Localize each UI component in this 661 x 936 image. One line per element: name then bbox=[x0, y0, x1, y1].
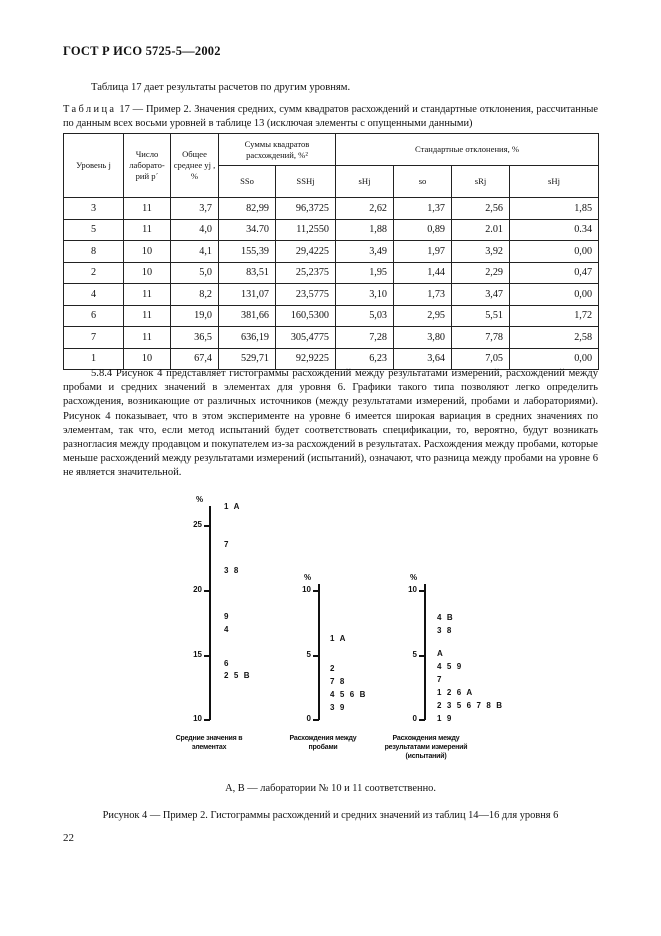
hist2-caption: Расхождения между пробами bbox=[289, 735, 357, 751]
table-cell: 3,49 bbox=[336, 241, 394, 263]
header-sums: Суммы квадратов расхождений, %² bbox=[219, 134, 336, 166]
table-cell: 10 bbox=[124, 348, 171, 370]
hist2-tick bbox=[313, 719, 319, 721]
header-ss-b: SSHj bbox=[276, 166, 336, 198]
table-cell: 19,0 bbox=[171, 305, 219, 327]
intro-text: Таблица 17 дает результаты расчетов по другим уровням. bbox=[91, 82, 351, 93]
table-cell: 2,95 bbox=[394, 305, 452, 327]
hist3-unit: % bbox=[410, 573, 418, 582]
header-s1: sHj bbox=[336, 166, 394, 198]
hist2-unit: % bbox=[304, 573, 312, 582]
hist3-bin: 1 9 bbox=[437, 714, 453, 723]
table-cell: 3,92 bbox=[452, 241, 510, 263]
hist1-tick bbox=[204, 590, 210, 592]
hist1-bin: 9 bbox=[224, 612, 231, 621]
header-level: Уровень j bbox=[64, 134, 124, 198]
table-cell: 92,9225 bbox=[276, 348, 336, 370]
document-header: ГОСТ Р ИСО 5725-5—2002 bbox=[63, 44, 221, 58]
table-cell: 2.01 bbox=[452, 219, 510, 241]
table-cell: 4,0 bbox=[171, 219, 219, 241]
table-cell: 1,85 bbox=[510, 198, 599, 220]
table-caption-text: 17 — Пример 2. Значения средних, сумм квадратов расхождений и стандартные отклонения, рассчитанные по данным всех восьми уровней в таблице 13 (исключая элементы с опущенными данными) bbox=[63, 104, 598, 129]
hist2-bin: 2 bbox=[330, 664, 337, 673]
hist2-bin: 1 A bbox=[330, 634, 347, 643]
table-row bbox=[64, 241, 599, 263]
header-s4: sHj bbox=[510, 166, 599, 198]
table-cell: 4,1 bbox=[171, 241, 219, 263]
hist3-bin: 3 8 bbox=[437, 626, 453, 635]
header-std: Стандартные отклонения, % bbox=[336, 134, 599, 166]
hist3-tick-label: 5 bbox=[412, 650, 417, 659]
hist1-tick-label: 10 bbox=[193, 714, 202, 723]
table-cell: 0.34 bbox=[510, 219, 599, 241]
hist3-tick bbox=[419, 590, 425, 592]
table-cell: 7 bbox=[64, 327, 124, 349]
header-mean: Общее среднее yj , % bbox=[171, 134, 219, 198]
hist3-bin: 4 5 9 bbox=[437, 662, 463, 671]
hist1-unit: % bbox=[196, 495, 204, 504]
table-cell: 0,89 bbox=[394, 219, 452, 241]
table-cell: 0,00 bbox=[510, 348, 599, 370]
hist1-bin: 2 5 B bbox=[224, 671, 252, 680]
table-cell: 636,19 bbox=[219, 327, 276, 349]
hist2-tick-label: 5 bbox=[306, 650, 311, 659]
table-cell: 1,73 bbox=[394, 284, 452, 306]
hist3-tick bbox=[419, 655, 425, 657]
table-cell: 82,99 bbox=[219, 198, 276, 220]
table-cell: 1,44 bbox=[394, 262, 452, 284]
table-cell: 5,0 bbox=[171, 262, 219, 284]
hist3-caption: Расхождения между результатами измерений (испытаний) bbox=[384, 735, 468, 760]
table-cell: 381,66 bbox=[219, 305, 276, 327]
table-cell: 34.70 bbox=[219, 219, 276, 241]
table-cell: 305,4775 bbox=[276, 327, 336, 349]
header-ss-a: SSo bbox=[219, 166, 276, 198]
table-body bbox=[64, 198, 599, 370]
hist2-axis bbox=[318, 584, 320, 720]
table-row bbox=[64, 198, 599, 220]
table-cell: 11 bbox=[124, 284, 171, 306]
hist2-tick-label: 10 bbox=[302, 585, 311, 594]
table-cell: 5,51 bbox=[452, 305, 510, 327]
hist1-bin: 7 bbox=[224, 540, 231, 549]
hist2-tick bbox=[313, 590, 319, 592]
table-cell: 2 bbox=[64, 262, 124, 284]
table-cell: 2,29 bbox=[452, 262, 510, 284]
body-paragraph: 5.8.4 Рисунок 4 представляет гистограммы расхождений между результатами измерений, расхождений между пробами и средних значений в элементах для уровня 6. Графики такого типа позволяют легко определить расхождения, возникающие от различных источников (между результатами измерений, пробами и лабораториями). Рисунок 4 показывает, что в этом эксперименте на уровне 6 имеется широкая вариация в средних значениях по элементам, так что, если метод испытаний будет соответствовать спецификации, то, вероятно, будут возникать разногласия между продавцом и покупателем из-за расхождений в результатах. Расхождения между пробами, которые меньше расхождений между результатами измерений (испытаний), означают, что разница между пробами на уровне 6 не является значительной. bbox=[63, 368, 598, 479]
table-cell: 3,80 bbox=[394, 327, 452, 349]
hist1-caption: Средние значения в элементах bbox=[175, 735, 243, 751]
hist3-axis bbox=[424, 584, 426, 720]
table-cell: 1 bbox=[64, 348, 124, 370]
table-cell: 4 bbox=[64, 284, 124, 306]
hist2-bin: 3 9 bbox=[330, 703, 346, 712]
table-cell: 7,28 bbox=[336, 327, 394, 349]
table-cell: 25,2375 bbox=[276, 262, 336, 284]
table-caption-label: Таблица bbox=[63, 104, 117, 115]
header-s3: sRj bbox=[452, 166, 510, 198]
table-cell: 0,47 bbox=[510, 262, 599, 284]
table-cell: 1,95 bbox=[336, 262, 394, 284]
table-cell: 8 bbox=[64, 241, 124, 263]
hist2-bin: 4 5 6 B bbox=[330, 690, 367, 699]
hist3-bin: 4 B bbox=[437, 613, 455, 622]
table-cell: 23,5775 bbox=[276, 284, 336, 306]
hist2-bin: 7 8 bbox=[330, 677, 346, 686]
table-cell: 29,4225 bbox=[276, 241, 336, 263]
table-row bbox=[64, 262, 599, 284]
table-cell: 3,7 bbox=[171, 198, 219, 220]
hist1-bin: 1 A bbox=[224, 502, 241, 511]
table-cell: 5,03 bbox=[336, 305, 394, 327]
hist1-bin: 4 bbox=[224, 625, 231, 634]
hist1-tick-label: 20 bbox=[193, 585, 202, 594]
table-cell: 1,72 bbox=[510, 305, 599, 327]
table-cell: 6,23 bbox=[336, 348, 394, 370]
table-cell: 8,2 bbox=[171, 284, 219, 306]
header-s2: so bbox=[394, 166, 452, 198]
hist1-tick-label: 25 bbox=[193, 520, 202, 529]
hist3-bin: 1 2 6 A bbox=[437, 688, 474, 697]
table-cell: 10 bbox=[124, 262, 171, 284]
table-cell: 1,88 bbox=[336, 219, 394, 241]
table-cell: 11 bbox=[124, 219, 171, 241]
header-labs: Число лаборато-рий p´ bbox=[124, 134, 171, 198]
hist1-tick-label: 15 bbox=[193, 650, 202, 659]
hist2-tick-label: 0 bbox=[306, 714, 311, 723]
table-cell: 1,97 bbox=[394, 241, 452, 263]
hist3-tick bbox=[419, 719, 425, 721]
table-cell: 7,78 bbox=[452, 327, 510, 349]
table-row bbox=[64, 284, 599, 306]
table-cell: 155,39 bbox=[219, 241, 276, 263]
hist1-axis bbox=[209, 506, 211, 720]
hist3-tick-label: 10 bbox=[408, 585, 417, 594]
hist1-tick bbox=[204, 525, 210, 527]
table-cell: 10 bbox=[124, 241, 171, 263]
table-cell: 5 bbox=[64, 219, 124, 241]
table-cell: 36,5 bbox=[171, 327, 219, 349]
table-row bbox=[64, 327, 599, 349]
hist2-tick bbox=[313, 655, 319, 657]
table-row bbox=[64, 219, 599, 241]
hist3-bin: 7 bbox=[437, 675, 444, 684]
table-cell: 11 bbox=[124, 327, 171, 349]
table-cell: 3,47 bbox=[452, 284, 510, 306]
hist1-tick bbox=[204, 655, 210, 657]
table-cell: 1,37 bbox=[394, 198, 452, 220]
table-cell: 2,56 bbox=[452, 198, 510, 220]
table-cell: 11 bbox=[124, 198, 171, 220]
hist3-bin: 2 3 5 6 7 8 B bbox=[437, 701, 504, 710]
table-row bbox=[64, 305, 599, 327]
table-cell: 160,5300 bbox=[276, 305, 336, 327]
table-cell: 3,64 bbox=[394, 348, 452, 370]
table-caption bbox=[63, 103, 598, 131]
table-cell: 3 bbox=[64, 198, 124, 220]
table-cell: 2,62 bbox=[336, 198, 394, 220]
table-cell: 0,00 bbox=[510, 284, 599, 306]
hist3-tick-label: 0 bbox=[412, 714, 417, 723]
results-table bbox=[63, 133, 599, 370]
table-cell: 0,00 bbox=[510, 241, 599, 263]
table-cell: 3,10 bbox=[336, 284, 394, 306]
table-cell: 7,05 bbox=[452, 348, 510, 370]
hist3-bin: A bbox=[437, 649, 445, 658]
table-cell: 2,58 bbox=[510, 327, 599, 349]
table-cell: 83,51 bbox=[219, 262, 276, 284]
hist1-bin: 3 8 bbox=[224, 566, 240, 575]
table-cell: 67,4 bbox=[171, 348, 219, 370]
table-cell: 6 bbox=[64, 305, 124, 327]
table-cell: 11,2550 bbox=[276, 219, 336, 241]
table-cell: 11 bbox=[124, 305, 171, 327]
figure-note: А, В — лаборатории № 10 и 11 соответственно. bbox=[225, 783, 436, 794]
page-number: 22 bbox=[63, 832, 74, 844]
table-cell: 529,71 bbox=[219, 348, 276, 370]
hist1-bin: 6 bbox=[224, 659, 231, 668]
table-cell: 96,3725 bbox=[276, 198, 336, 220]
figure-caption: Рисунок 4 — Пример 2. Гистограммы расхождений и средних значений из таблиц 14—16 для уровня 6 bbox=[102, 810, 559, 821]
table-cell: 131,07 bbox=[219, 284, 276, 306]
hist1-tick bbox=[204, 719, 210, 721]
